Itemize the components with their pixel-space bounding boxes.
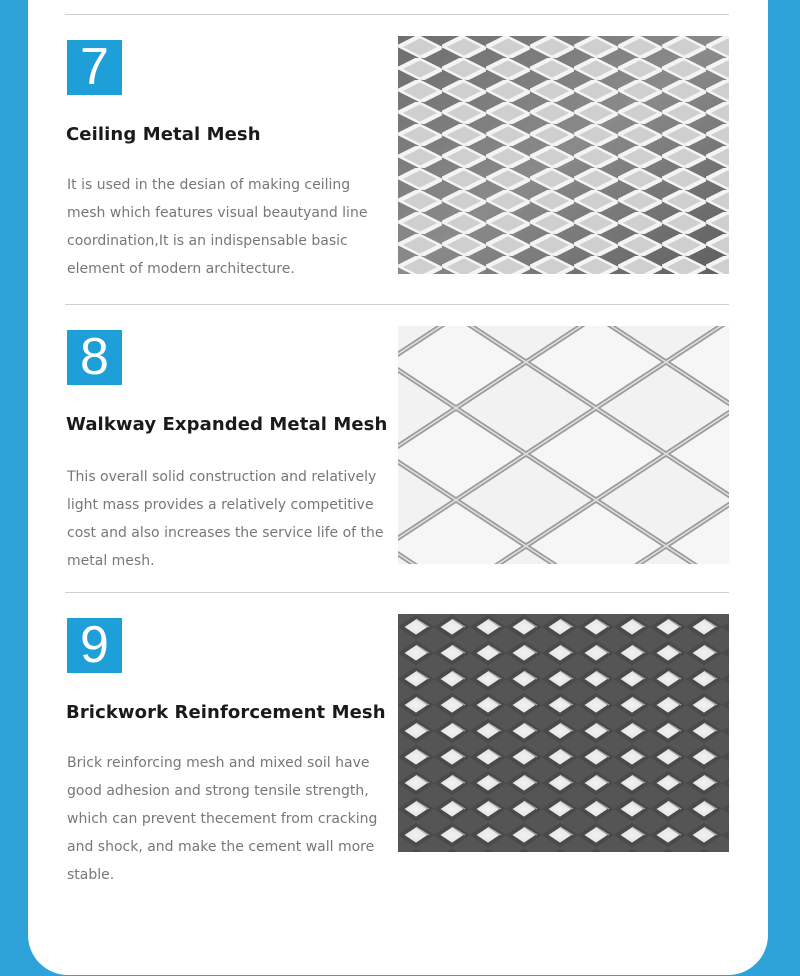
section-number-badge: 9: [67, 618, 122, 673]
section-title: Ceiling Metal Mesh: [66, 124, 261, 145]
divider: [65, 304, 729, 305]
section-number-badge: 7: [67, 40, 122, 95]
brickwork-mesh-photo: [398, 614, 729, 852]
section-title: Walkway Expanded Metal Mesh: [66, 414, 388, 435]
section-title: Brickwork Reinforcement Mesh: [66, 702, 386, 723]
divider: [65, 14, 729, 15]
section-description: Brick reinforcing mesh and mixed soil have good adhesion and strong tensile strength, which can prevent thecement from cracking and shock, and make the cement wall more stable.: [67, 755, 378, 883]
section-number-badge: 8: [67, 330, 122, 385]
section-description: This overall solid construction and relatively light mass provides a relatively competitive cost and also increases the service life of the metal mesh.: [67, 469, 384, 569]
walkway-mesh-photo: [398, 326, 729, 564]
ceiling-mesh-photo: [398, 36, 729, 274]
section-description: It is used in the desian of making ceiling mesh which features visual beautyand line coordination,It is an indispensable basic element of modern architecture.: [67, 177, 368, 277]
divider: [65, 592, 729, 593]
